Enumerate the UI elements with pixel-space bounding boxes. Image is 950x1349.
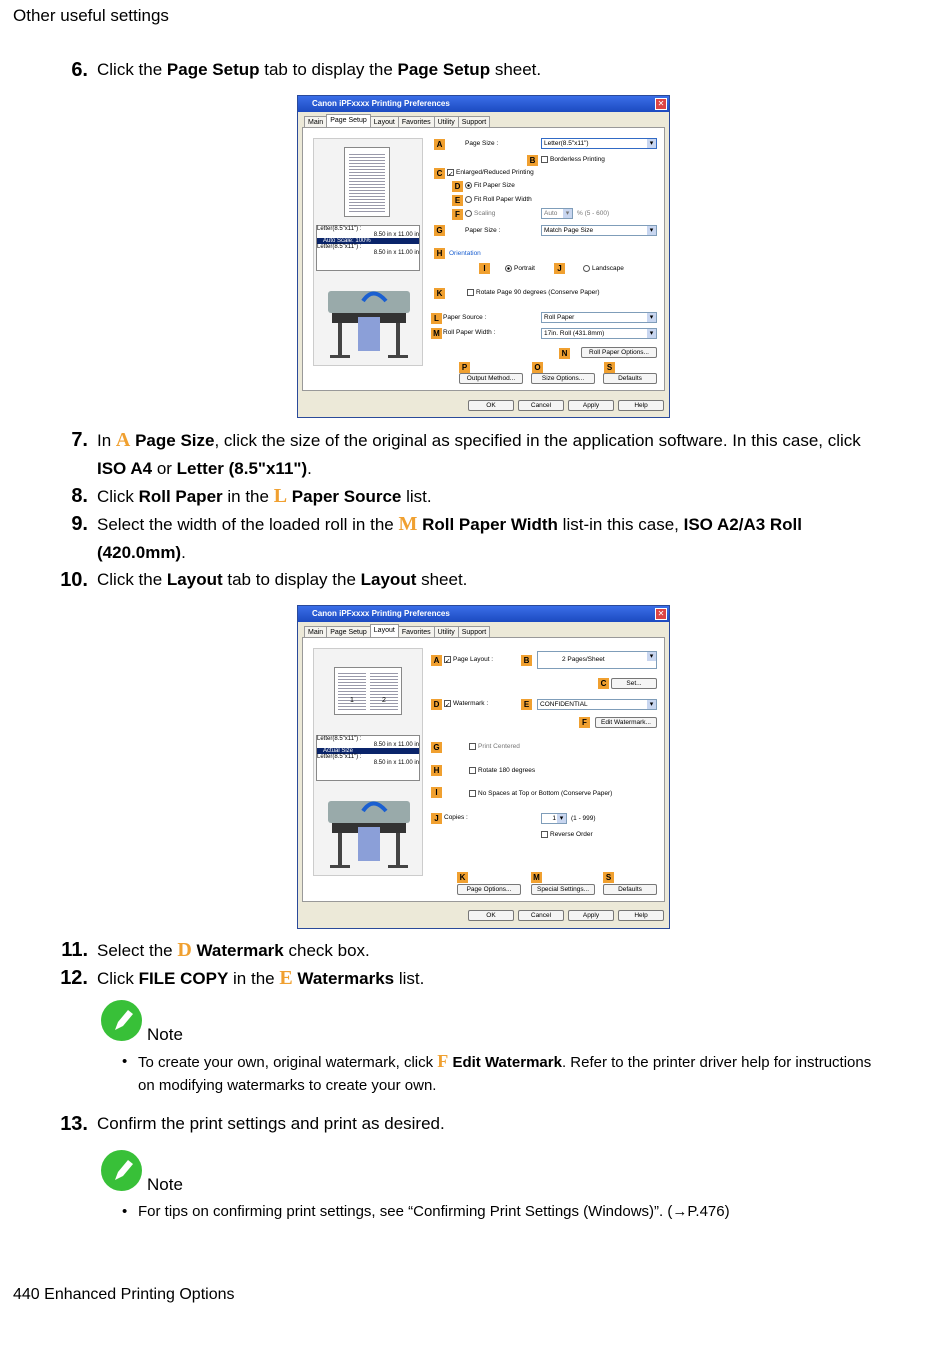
badge-m: M — [531, 872, 542, 883]
step-number: 10. — [60, 569, 88, 591]
badge-i: I — [431, 787, 442, 798]
badge-d: D — [452, 181, 463, 192]
help-button[interactable]: Help — [618, 910, 664, 921]
tab-favorites[interactable]: Favorites — [398, 116, 435, 127]
reverse-checkbox[interactable]: Reverse Order — [541, 831, 593, 838]
badge-m: M — [431, 328, 442, 339]
roll-options-button[interactable]: Roll Paper Options... — [581, 347, 657, 358]
badge-o: O — [532, 362, 543, 373]
tab-utility[interactable]: Utility — [434, 116, 459, 127]
page-footer: 440 Enhanced Printing Options — [13, 1286, 235, 1303]
dialog-title: Canon iPFxxxx Printing Preferences — [298, 606, 669, 622]
borderless-checkbox[interactable]: Borderless Printing — [541, 156, 605, 163]
fit-paper-radio[interactable]: Fit Paper Size — [465, 182, 515, 189]
badge-s: S — [604, 362, 615, 373]
step-9: Select the width of the loaded roll in the M Roll Paper Width list-in this case, ISO A2/A3 Roll (420.0mm). — [97, 513, 803, 562]
note-bullet: • To create your own, original watermark, click F Edit Watermark. Refer to the printer driver help for instructions on modifying watermarks to create your own. — [122, 1050, 872, 1097]
badge-s: S — [603, 872, 614, 883]
set-button[interactable]: Set... — [611, 678, 657, 689]
settings-panel — [302, 127, 665, 391]
settings-panel — [302, 637, 665, 902]
watermark-select[interactable]: CONFIDENTIAL ▾ — [537, 699, 657, 710]
scaling-input[interactable]: Auto ▾ — [541, 208, 573, 219]
roll-width-select[interactable]: 17in. Roll (431.8mm) ▾ — [541, 328, 657, 339]
no-spaces-checkbox[interactable]: No Spaces at Top or Bottom (Conserve Paper) — [469, 790, 612, 797]
badge-k: K — [434, 288, 445, 299]
copies-range: (1 - 999) — [571, 815, 596, 822]
paper-source-label: Paper Source : — [443, 314, 487, 321]
tab-support[interactable]: Support — [458, 626, 491, 637]
tab-layout[interactable]: Layout — [370, 116, 399, 127]
scaling-radio[interactable]: Scaling — [465, 210, 495, 217]
defaults-button[interactable]: Defaults — [603, 373, 657, 384]
badge-g: G — [431, 742, 442, 753]
special-settings-button[interactable]: Special Settings... — [531, 884, 595, 895]
landscape-radio[interactable]: Landscape — [583, 265, 624, 272]
badge-c: C — [434, 168, 445, 179]
badge-j: J — [431, 813, 442, 824]
step-number: 11. — [61, 939, 88, 961]
tab-utility[interactable]: Utility — [434, 626, 459, 637]
page-preview: 1 2 — [334, 667, 402, 715]
tab-page-setup[interactable]: Page Setup — [326, 626, 371, 637]
size-options-button[interactable]: Size Options... — [531, 373, 595, 384]
step-number: 6. — [71, 59, 88, 81]
fit-roll-radio[interactable]: Fit Roll Paper Width — [465, 196, 532, 203]
badge-b: B — [521, 655, 532, 666]
portrait-radio[interactable]: Portrait — [505, 265, 535, 272]
badge-d: D — [431, 699, 442, 710]
tab-favorites[interactable]: Favorites — [398, 626, 435, 637]
ok-button[interactable]: OK — [468, 400, 514, 411]
tab-main[interactable]: Main — [304, 116, 327, 127]
badge-e: E — [452, 195, 463, 206]
note-pencil-icon — [101, 1000, 142, 1041]
page-setup-dialog — [297, 95, 670, 418]
badge-p: P — [459, 362, 470, 373]
roll-width-label: Roll Paper Width : — [443, 329, 496, 336]
tab-main[interactable]: Main — [304, 626, 327, 637]
step-10: Click the Layout tab to display the Layout sheet. — [97, 570, 468, 589]
size-info: Letter(8.5"x11") : 8.50 in x 11.00 in Auto Scale: 100% Letter(8.5"x11") : 8.50 in x 11.00 in — [316, 225, 420, 271]
rotate-checkbox[interactable]: Rotate Page 90 degrees (Conserve Paper) — [467, 289, 600, 296]
badge-i: I — [479, 263, 490, 274]
step-12: Click FILE COPY in the E Watermarks list. — [97, 967, 425, 989]
printer-illustration — [318, 791, 420, 873]
badge-b: B — [527, 155, 538, 166]
note-label: Note — [147, 1025, 183, 1044]
paper-source-select[interactable]: Roll Paper ▾ — [541, 312, 657, 323]
step-8: Click Roll Paper in the L Paper Source list. — [97, 485, 432, 507]
paper-size-select[interactable]: Match Page Size ▾ — [541, 225, 657, 236]
step-number: 8. — [71, 485, 88, 507]
page-preview — [344, 147, 390, 217]
scale-indicator: Actual Size — [317, 748, 419, 754]
scale-indicator: Auto Scale: 100% — [317, 238, 419, 244]
enlarged-checkbox[interactable]: ✓ Enlarged/Reduced Printing — [448, 169, 534, 178]
layout-dialog — [297, 605, 670, 929]
step-number: 7. — [71, 429, 88, 451]
page-layout-checkbox[interactable]: ✓ Page Layout : — [445, 656, 494, 665]
help-button[interactable]: Help — [618, 400, 664, 411]
running-header: Other useful settings — [13, 6, 169, 25]
size-info: Letter(8.5"x11") : 8.50 in x 11.00 in Actual Size Letter(8.5"x11") : 8.50 in x 11.00 in — [316, 735, 420, 781]
page-layout-select[interactable]: 2 Pages/Sheet ▾ — [537, 651, 657, 669]
cancel-button[interactable]: Cancel — [518, 400, 564, 411]
edit-watermark-button[interactable]: Edit Watermark... — [595, 717, 657, 728]
badge-h: H — [434, 248, 445, 259]
note-label: Note — [147, 1175, 183, 1194]
step-number: 12. — [60, 967, 88, 989]
paper-size-label: Paper Size : — [465, 227, 501, 234]
tab-layout[interactable]: Layout — [370, 624, 399, 637]
copies-input[interactable]: 1 ▾ — [541, 813, 567, 824]
dialog-title: Canon iPFxxxx Printing Preferences — [298, 96, 669, 112]
page-size-select[interactable]: Letter(8.5"x11") ▾ — [541, 138, 657, 149]
apply-button[interactable]: Apply — [568, 400, 614, 411]
close-icon[interactable]: ✕ — [655, 98, 667, 110]
note-bullet: • For tips on confirming print settings, see “Confirming Print Settings (Windows)”. (→P.476) — [122, 1200, 872, 1223]
close-icon[interactable]: ✕ — [655, 608, 667, 620]
note-pencil-icon — [101, 1150, 142, 1191]
badge-f: F — [579, 717, 590, 728]
badge-l: L — [431, 313, 442, 324]
preview-pane — [313, 138, 423, 366]
badge-g: G — [434, 225, 445, 236]
page-options-button[interactable]: Page Options... — [457, 884, 521, 895]
apply-button[interactable]: Apply — [568, 910, 614, 921]
scaling-range: % (5 - 600) — [577, 210, 610, 217]
rotate180-checkbox[interactable]: Rotate 180 degrees — [469, 767, 535, 774]
step-11: Select the D Watermark check box. — [97, 939, 370, 961]
badge-c: C — [598, 678, 609, 689]
printer-illustration — [318, 281, 420, 363]
ok-button[interactable]: OK — [468, 910, 514, 921]
watermark-checkbox[interactable]: ✓ Watermark : — [445, 700, 489, 709]
step-13: Confirm the print settings and print as desired. — [97, 1114, 445, 1133]
badge-f: F — [452, 209, 463, 220]
badge-a: A — [434, 139, 445, 150]
preview-pane — [313, 648, 423, 876]
badge-a: A — [431, 655, 442, 666]
step-number: 13. — [60, 1113, 88, 1135]
step-6: Click the Page Setup tab to display the Page Setup sheet. — [97, 60, 542, 79]
tab-page-setup[interactable]: Page Setup — [326, 114, 371, 127]
copies-label: Copies : — [444, 814, 468, 821]
page-size-label: Page Size : — [465, 140, 499, 147]
badge-k: K — [457, 872, 468, 883]
badge-j: J — [554, 263, 565, 274]
step-number: 9. — [71, 513, 88, 535]
orientation-group: Orientation — [449, 250, 481, 257]
tab-support[interactable]: Support — [458, 116, 491, 127]
badge-n: N — [559, 348, 570, 359]
step-7: In A Page Size, click the size of the original as specified in the application software. In this case, click ISO A4 or Letter (8.5"x11"). — [97, 429, 861, 478]
output-method-button[interactable]: Output Method... — [459, 373, 523, 384]
defaults-button[interactable]: Defaults — [603, 884, 657, 895]
print-centered-checkbox[interactable]: Print Centered — [469, 743, 520, 750]
badge-e: E — [521, 699, 532, 710]
cancel-button[interactable]: Cancel — [518, 910, 564, 921]
badge-h: H — [431, 765, 442, 776]
